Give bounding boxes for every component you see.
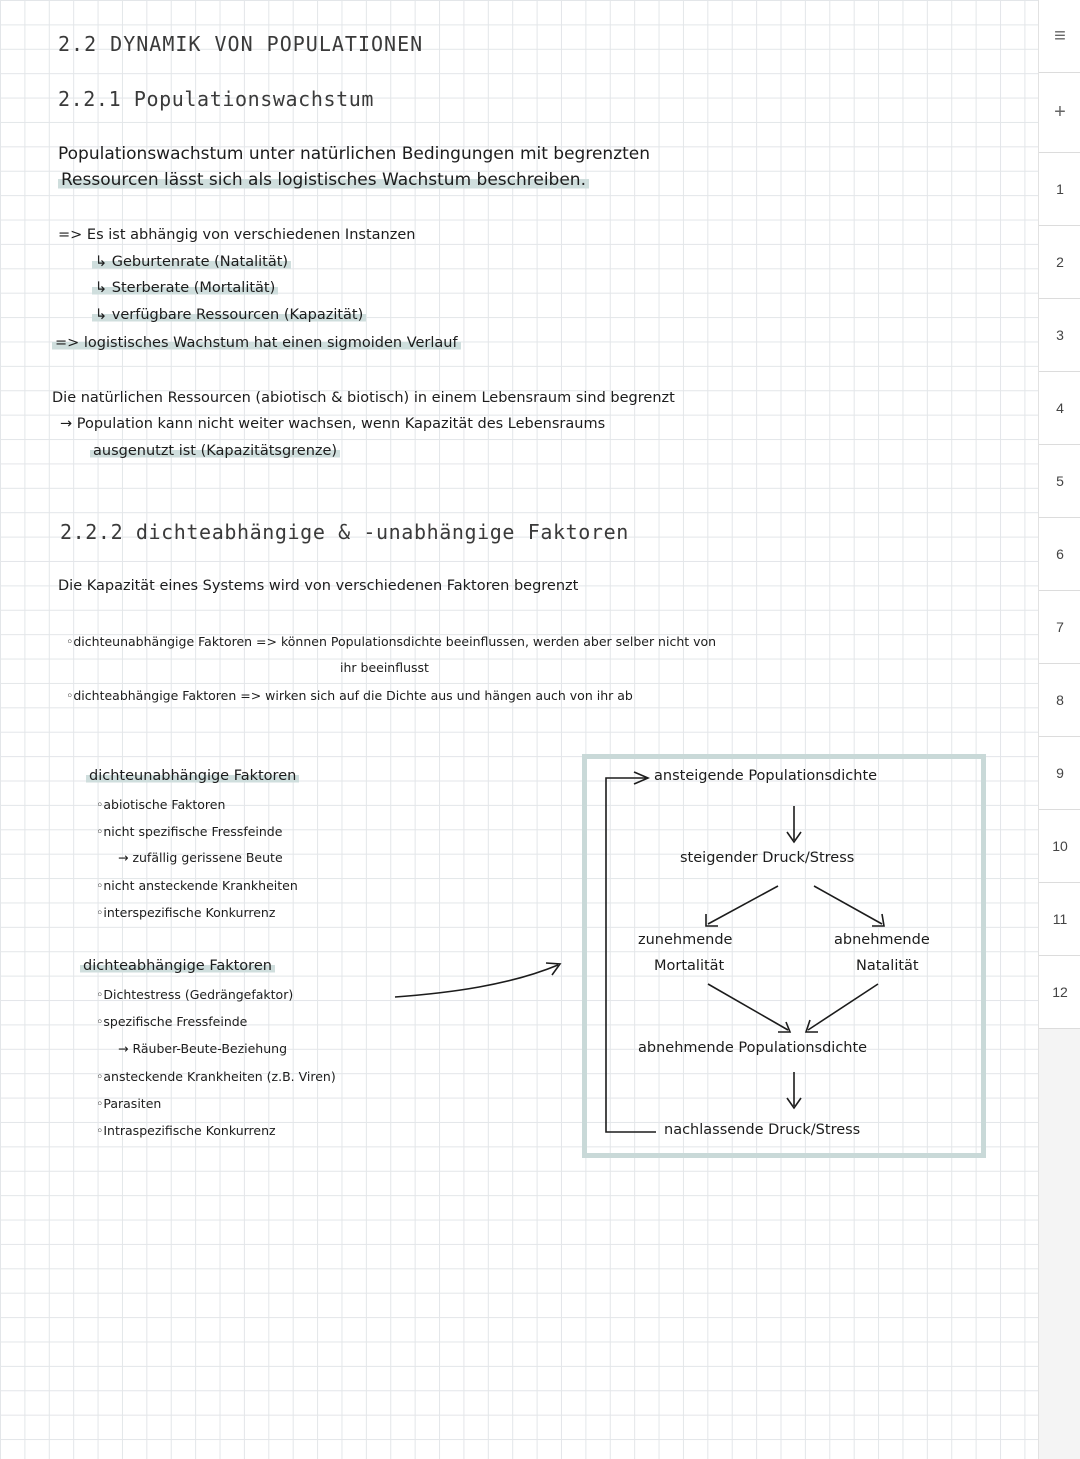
factor-resources-text: ↳ verfügbare Ressourcen (Kapazität) (92, 307, 366, 323)
page-thumb-11[interactable] (1039, 883, 1080, 956)
dependent-list-title-text: dichteabhängige Faktoren (80, 958, 275, 974)
dependent-item: ◦ ansteckende Krankheiten (z.B. Viren) (96, 1069, 336, 1084)
page-number: 11 (1052, 911, 1068, 927)
page-thumb-9[interactable] (1039, 737, 1080, 810)
independent-item: ◦ abiotische Faktoren (96, 797, 225, 812)
conclusion-text: => logistisches Wachstum hat einen sigmoiden Verlauf (52, 335, 461, 351)
page-number: 5 (1056, 473, 1064, 489)
capacity-intro: Die Kapazität eines Systems wird von verschiedenen Faktoren begrenzt (58, 578, 579, 594)
feedback-diagram-lines (582, 754, 986, 1158)
page-thumb-12[interactable] (1039, 956, 1080, 1029)
definition-independent-1: ◦ dichteunabhängige Faktoren => können Populationsdichte beeinflussen, werden aber selber nicht von (66, 634, 716, 649)
flow-node-falling-density: abnehmende Populationsdichte (638, 1040, 868, 1056)
page-number: 3 (1056, 327, 1064, 343)
capacity-line-2 (90, 443, 340, 459)
flow-node-rising-stress: steigender Druck/Stress (680, 850, 855, 866)
page-thumb-1[interactable] (1039, 153, 1080, 226)
dependent-item: ◦ Parasiten (96, 1096, 161, 1111)
page-number: 10 (1052, 838, 1068, 854)
conclusion-line (52, 335, 461, 351)
page-thumb-7[interactable] (1039, 591, 1080, 664)
page-thumb-4[interactable] (1039, 372, 1080, 445)
subsection-heading-1: 2.2.1 Populationswachstum (58, 87, 375, 111)
page-number: 12 (1052, 984, 1068, 1000)
independent-item: ◦ nicht spezifische Fressfeinde (96, 824, 282, 839)
independent-item: ◦ nicht ansteckende Krankheiten (96, 878, 298, 893)
section-heading: 2.2 DYNAMIK VON POPULATIONEN (58, 32, 424, 56)
flow-node-easing-stress: nachlassende Druck/Stress (664, 1122, 861, 1138)
dependency-line: => Es ist abhängig von verschiedenen Instanzen (58, 227, 416, 243)
subsection-heading-2: 2.2.2 dichteabhängige & -unabhängige Faktoren (60, 520, 629, 544)
page-number: 8 (1056, 692, 1064, 708)
page-thumb-10[interactable] (1039, 810, 1080, 883)
flow-node-mortality-line2: Mortalität (654, 958, 725, 974)
page-thumb-5[interactable] (1039, 445, 1080, 518)
capacity-line-2-text: ausgenutzt ist (Kapazitätsgrenze) (90, 443, 340, 459)
page-thumb-2[interactable] (1039, 226, 1080, 299)
flow-node-rising-density: ansteigende Populationsdichte (654, 768, 878, 784)
menu-button[interactable] (1039, 0, 1080, 73)
definition-independent-2: ihr beeinflusst (340, 660, 429, 675)
plus-icon: + (1054, 101, 1066, 123)
page-thumb-6[interactable] (1039, 518, 1080, 591)
page-number: 6 (1056, 546, 1064, 562)
page-number: 7 (1056, 619, 1064, 635)
intro-line-2-text: Ressourcen lässt sich als logistisches Wachstum beschreiben. (58, 170, 589, 190)
menu-icon: ≡ (1054, 24, 1066, 47)
capacity-line-1: → Population kann nicht weiter wachsen, wenn Kapazität des Lebensraums (60, 416, 606, 432)
page-number: 9 (1056, 765, 1064, 781)
dependent-item: ◦ Intraspezifische Konkurrenz (96, 1123, 276, 1138)
flow-node-natality-line1: abnehmende (834, 932, 930, 948)
resources-limited-line: Die natürlichen Ressourcen (abiotisch & biotisch) in einem Lebensraum sind begrenzt (52, 390, 675, 406)
page-number: 1 (1056, 181, 1064, 197)
factor-death-rate (92, 280, 278, 296)
page-number: 4 (1056, 400, 1064, 416)
intro-line-1: Populationswachstum unter natürlichen Bedingungen mit begrenzten (58, 144, 651, 164)
independent-list-title (86, 768, 299, 784)
independent-list-title-text: dichteunabhängige Faktoren (86, 768, 299, 784)
connector-arrow-icon (390, 955, 570, 1005)
dependent-list-title (80, 958, 275, 974)
definition-dependent: ◦ dichteabhängige Faktoren => wirken sich auf die Dichte aus und hängen auch von ihr ab (66, 688, 633, 703)
page-number: 2 (1056, 254, 1064, 270)
dependent-subitem: → Räuber-Beute-Beziehung (118, 1041, 288, 1056)
factor-birth-rate-text: ↳ Geburtenrate (Natalität) (92, 254, 291, 270)
factor-birth-rate (92, 254, 291, 270)
factor-death-rate-text: ↳ Sterberate (Mortalität) (92, 280, 278, 296)
flow-node-mortality-line1: zunehmende (638, 932, 733, 948)
independent-subitem: → zufällig gerissene Beute (118, 850, 283, 865)
add-page-button[interactable] (1039, 73, 1080, 153)
factor-resources (92, 307, 366, 323)
page-thumb-3[interactable] (1039, 299, 1080, 372)
dependent-item: ◦ spezifische Fressfeinde (96, 1014, 247, 1029)
page-thumb-8[interactable] (1039, 664, 1080, 737)
page-sidebar (1038, 0, 1080, 1459)
independent-item: ◦ interspezifische Konkurrenz (96, 905, 275, 920)
dependent-item: ◦ Dichtestress (Gedrängefaktor) (96, 987, 293, 1002)
intro-line-2 (58, 170, 589, 190)
flow-node-natality-line2: Natalität (856, 958, 919, 974)
